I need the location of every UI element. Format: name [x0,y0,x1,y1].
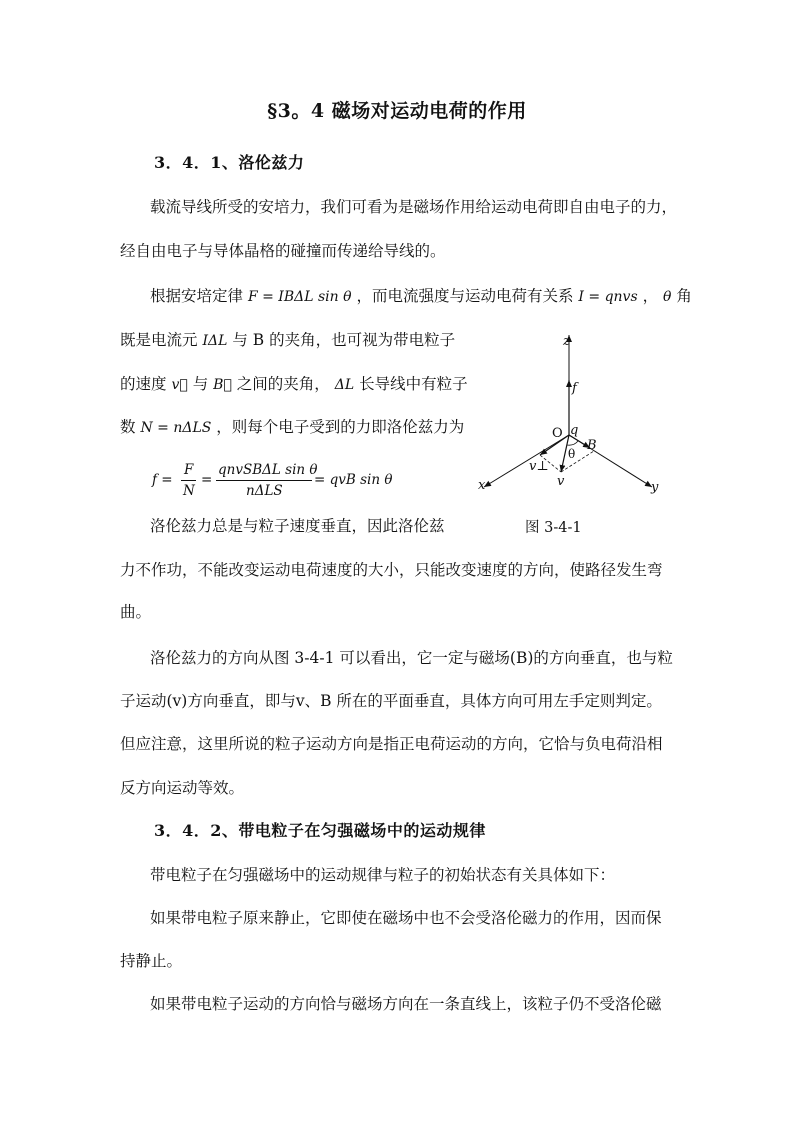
paragraph-line: 洛伦兹力的方向从图 3-4-1 可以看出，它一定与磁场(B)的方向垂直，也与粒 [150,649,673,667]
paragraph-line: 如果带电粒子运动的方向恰与磁场方向在一条直线上，该粒子仍不受洛伦磁 [150,995,662,1013]
text: 与 [192,375,209,393]
paragraph-line: 子运动(v)方向垂直，即与v、B 所在的平面垂直，具体方向可用左手定则判定。 [120,692,662,710]
text: 之间的夹角， [236,375,330,393]
paragraph-line: 洛伦兹力总是与粒子速度垂直，因此洛伦兹 [150,517,445,535]
formula-particle-count: N = nΔLS [140,420,212,436]
label-y: y [651,480,659,495]
symbol-field-vector: B⃗ [213,377,232,393]
eq-rhs: = qvB sin θ [314,472,393,488]
paragraph-line [120,329,455,352]
formula-ampere: F = IBΔL sin θ [247,289,352,305]
eq-lhs: f = [152,472,173,488]
paragraph-line [120,373,468,396]
label-q: q [570,423,579,438]
text: 既是电流元 [120,331,198,349]
paragraph-line: 如果带电粒子原来静止，它即使在磁场中也不会受洛伦磁力的作用，因而保 [150,909,662,927]
label-x: x [478,478,486,493]
paragraph-line: 曲。 [120,603,152,621]
label-origin: O [552,426,563,441]
lorentz-force-diagram [470,325,680,505]
paragraph-line: 带电粒子在匀强磁场中的运动规律与粒子的初始状态有关具体如下： [150,866,616,884]
symbol-velocity-vector: v⃗ [171,377,188,393]
text: 根据安培定律 [150,287,244,305]
label-theta: θ [568,447,576,461]
paragraph-line [150,285,692,308]
paragraph-line: 经自由电子与导体晶格的碰撞而传递给导线的。 [120,242,446,260]
symbol-theta: θ [663,289,672,305]
paragraph-line: 但应注意，这里所说的粒子运动方向是指正电荷运动的方向，它恰与负电荷沿相 [120,735,663,753]
angle-arc [567,441,578,445]
label-f: f [572,381,577,396]
formula-current: I = qnvs [578,289,638,305]
label-z: z [563,334,570,349]
symbol-current-element: IΔL [202,333,228,349]
eq-numerator-1: F [184,462,194,478]
text: 角 [676,287,692,305]
paragraph-line: 持静止。 [120,952,183,970]
paragraph-line [120,416,464,439]
label-v-perp: v⊥ [529,459,549,474]
dashed-projection [561,451,594,472]
eq-equals: = [201,472,213,488]
section-heading-motion: 3．4．2、带电粒子在匀强磁场中的运动规律 [154,821,486,840]
paragraph-line: 力不作功，不能改变运动电荷速度的大小，只能改变速度的方向，使路径发生弯 [120,561,663,579]
fraction-bar [181,480,196,481]
paragraph-line: 反方向运动等效。 [120,779,245,797]
eq-numerator-2: qnvSBΔL sin θ [218,462,318,478]
eq-denominator-2: nΔLS [246,483,283,499]
symbol-delta-l: ΔL [334,377,355,393]
fraction-bar [216,480,312,481]
page-title: §3。4 磁场对运动电荷的作用 [267,100,527,122]
text: 长导线中有粒子 [359,375,468,393]
eq-denominator-1: N [183,483,195,499]
text: 的速度 [120,375,167,393]
figure-caption: 图 3-4-1 [525,520,582,536]
label-v: v [557,474,565,489]
paragraph-line: 载流导线所受的安培力，我们可看为是磁场作用给运动电荷即自由电子的力， [150,198,678,216]
label-B: B [587,438,597,453]
text: 数 [120,418,136,436]
text: 与 B 的夹角，也可视为带电粒子 [232,331,456,349]
text: ， [642,287,659,305]
text: ，则每个电子受到的力即洛伦兹力为 [216,418,465,436]
section-heading-lorentz: 3．4．1、洛伦兹力 [154,153,305,172]
text: ，而电流强度与运动电荷有关系 [356,287,574,305]
